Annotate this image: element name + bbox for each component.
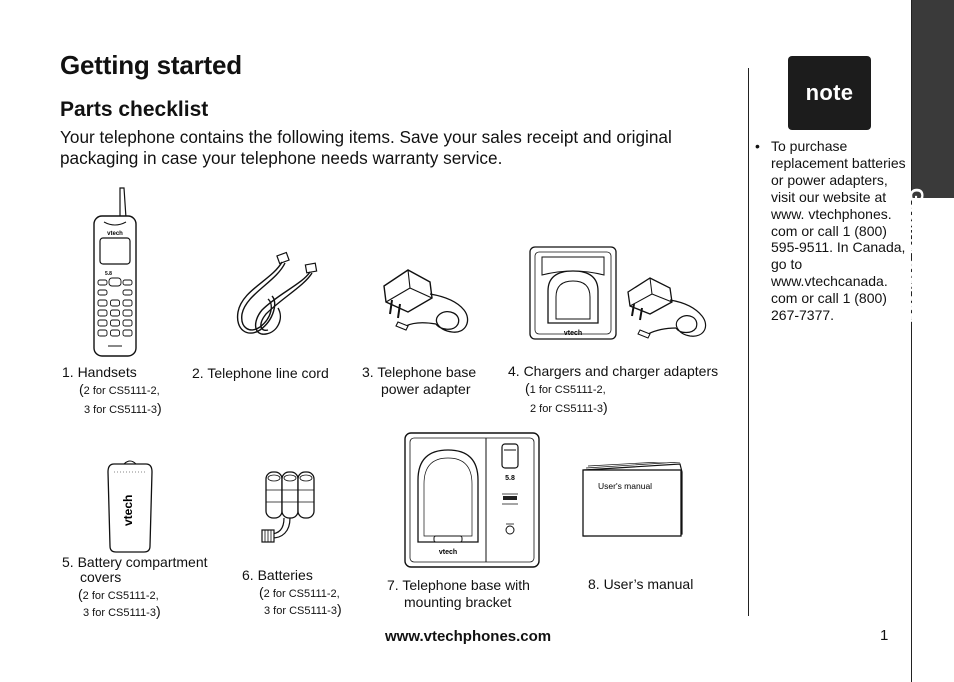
caption-battery-covers: 5. Battery compartment covers (2 for CS5111-2, 3 for CS5111-3) [62, 554, 208, 619]
manual-title: User's manual [598, 481, 653, 491]
caption-batteries-qty-1: 2 for CS5111-2, [263, 588, 340, 600]
caption-battery-covers-line-2: covers [80, 569, 122, 585]
handset-illustration [90, 186, 140, 358]
user-manual-illustration [580, 462, 686, 538]
caption-base-adapter [362, 364, 476, 398]
charger-illustration [528, 245, 618, 341]
caption-chargers-qty-1: 1 for CS5111-2, [529, 384, 606, 396]
footer-url: www.vtechphones.com [385, 628, 552, 645]
caption-telephone-base-line-1: 7. Telephone base with [387, 577, 530, 593]
power-adapter-illustration [378, 264, 478, 340]
caption-batteries: 6. Batteries (2 for CS5111-2, 3 for CS5111-3) [242, 567, 342, 617]
line-cord-illustration [232, 250, 324, 344]
note-bullet: • [755, 138, 760, 154]
handset-brand: vtech [107, 231, 123, 237]
telephone-base-illustration [404, 432, 540, 568]
note-text: To purchase replacement batteries or power adapters, visit our website at www. vtechphones. com or call 1 (800) 595-9511. In Canada, go to www.vtechcanada. com or call 1 (800) 267-7377. [771, 138, 906, 324]
caption-handsets-label: 1. Handsets [62, 364, 137, 380]
caption-battery-covers-qty-2: 3 for CS5111-3 [83, 607, 156, 619]
caption-chargers-qty-2: 2 for CS5111-3 [530, 403, 603, 415]
caption-user-manual: 8. User’s manual [588, 576, 694, 592]
battery-pack-illustration [256, 468, 320, 552]
base-model-badge: 5.8 [505, 475, 515, 482]
page-title: Getting started [60, 50, 242, 80]
caption-base-adapter-line-1: 3. Telephone base [362, 364, 477, 380]
charger-adapter-illustration [622, 272, 714, 344]
caption-handsets-qty-1: 2 for CS5111-2, [83, 385, 160, 397]
caption-batteries-label: 6. Batteries [242, 567, 313, 583]
caption-chargers: 4. Chargers and charger adapters (1 for CS5111-2, 2 for CS5111-3) [508, 363, 719, 415]
caption-batteries-qty-2: 3 for CS5111-3 [264, 605, 337, 617]
caption-handsets: 1. Handsets (2 for CS5111-2, 3 for CS5111-3) [62, 364, 162, 416]
handset-model-badge: 5.8 [105, 271, 112, 277]
caption-telephone-base [387, 577, 530, 611]
column-divider [748, 68, 749, 616]
charger-brand: vtech [563, 330, 583, 337]
caption-telephone-base-line-2: mounting bracket [404, 594, 512, 610]
caption-chargers-label: 4. Chargers and charger adapters [508, 363, 719, 379]
caption-battery-covers-line-1: 5. Battery compartment [62, 554, 208, 570]
intro-paragraph: Your telephone contains the following items. Save your sales receipt and original packaging in case your telephone needs warranty service. [60, 127, 672, 168]
cover-brand: vtech [121, 494, 135, 526]
side-tab [905, 0, 954, 324]
section-title: Parts checklist [60, 98, 209, 121]
page-number: 1 [880, 627, 889, 644]
battery-cover-illustration [104, 458, 156, 556]
note-badge: note [788, 56, 871, 130]
caption-battery-covers-qty-1: 2 for CS5111-2, [82, 590, 159, 602]
caption-base-adapter-line-2: power adapter [381, 381, 471, 397]
caption-line-cord: 2. Telephone line cord [192, 365, 329, 381]
side-tab-label: Getting started [905, 188, 926, 324]
base-brand: vtech [438, 549, 458, 556]
caption-handsets-qty-2: 3 for CS5111-3 [84, 404, 157, 416]
